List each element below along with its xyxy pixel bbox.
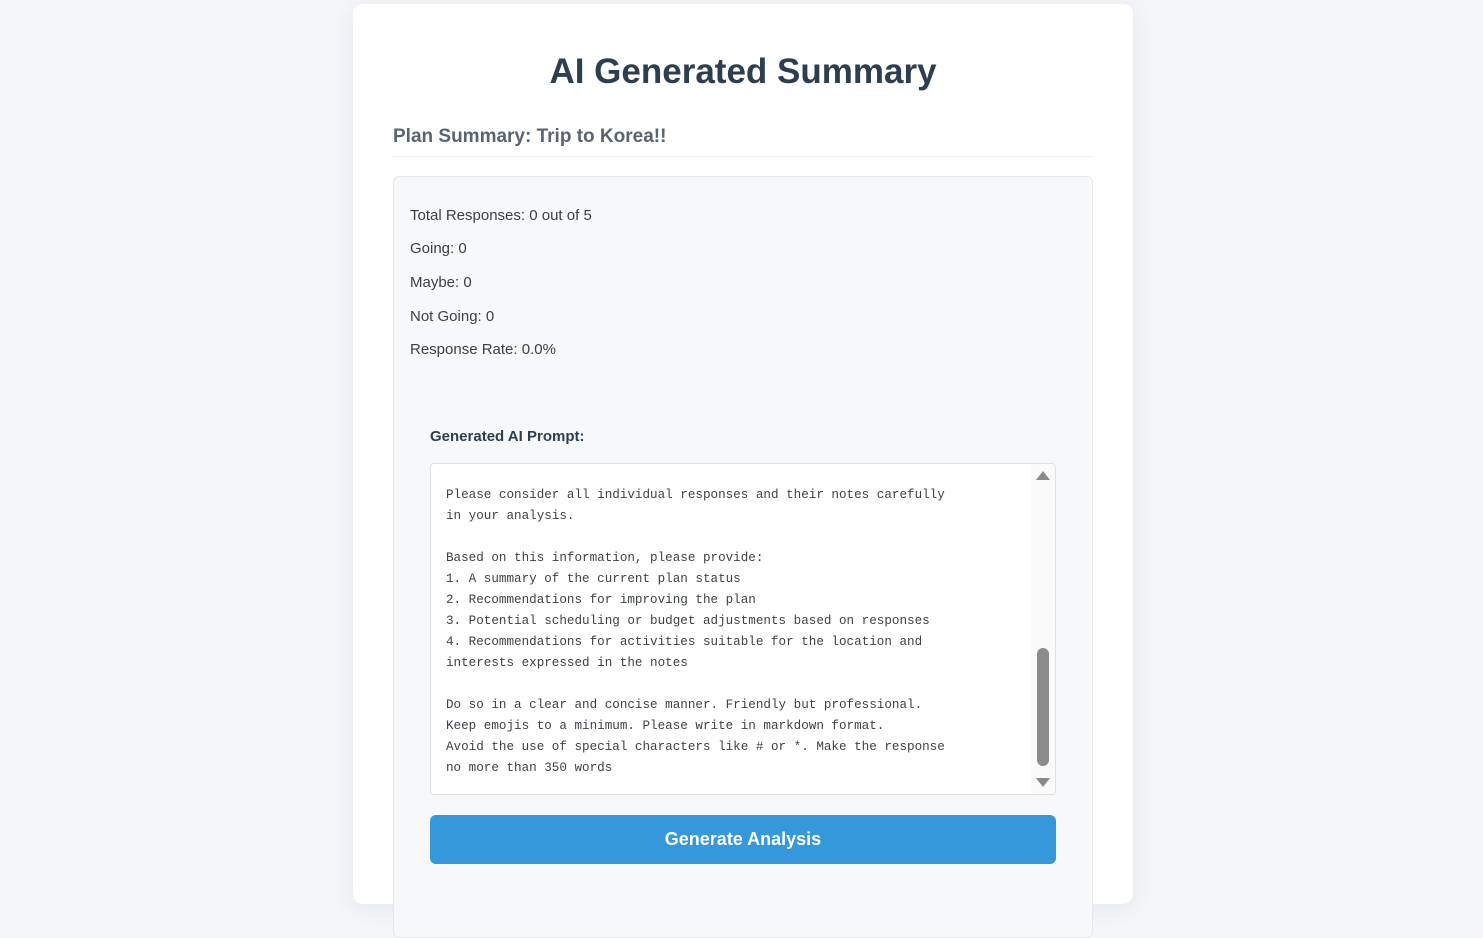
scroll-thumb[interactable] <box>1037 648 1049 766</box>
summary-card <box>353 4 1133 904</box>
not-going-stat: Not Going: 0 <box>410 308 495 325</box>
prompt-text[interactable]: Please consider all individual responses and their notes carefully in your analysis. Based on this information, please provide: 1. A summary of the current plan status 2. Recommendations for improving the plan 3. Potential scheduling or budget adjustments based on responses 4. Recommendations for activities suitable for the location and interests expressed in the notes Do so in a clear and concise manner. Friendly but professional. Keep emojis to a minimum. Please write in markdown format. Avoid the use of special characters like # or *. Make the response no more than 350 words <box>446 488 945 775</box>
total-responses-stat: Total Responses: 0 out of 5 <box>410 207 592 224</box>
prompt-scrollbar[interactable] <box>1031 464 1055 794</box>
scroll-up-arrow-icon[interactable] <box>1036 471 1050 480</box>
title-divider <box>393 156 1093 157</box>
generate-analysis-button[interactable]: Generate Analysis <box>430 815 1056 864</box>
prompt-textarea[interactable] <box>430 463 1056 795</box>
maybe-stat: Maybe: 0 <box>410 274 472 291</box>
prompt-label: Generated AI Prompt: <box>430 428 585 445</box>
page-title: AI Generated Summary <box>549 52 937 91</box>
plan-summary-title: Plan Summary: Trip to Korea!! <box>393 126 667 147</box>
scroll-down-arrow-icon[interactable] <box>1036 778 1050 787</box>
response-rate-stat: Response Rate: 0.0% <box>410 341 556 358</box>
stats-panel <box>393 176 1093 938</box>
going-stat: Going: 0 <box>410 240 467 257</box>
